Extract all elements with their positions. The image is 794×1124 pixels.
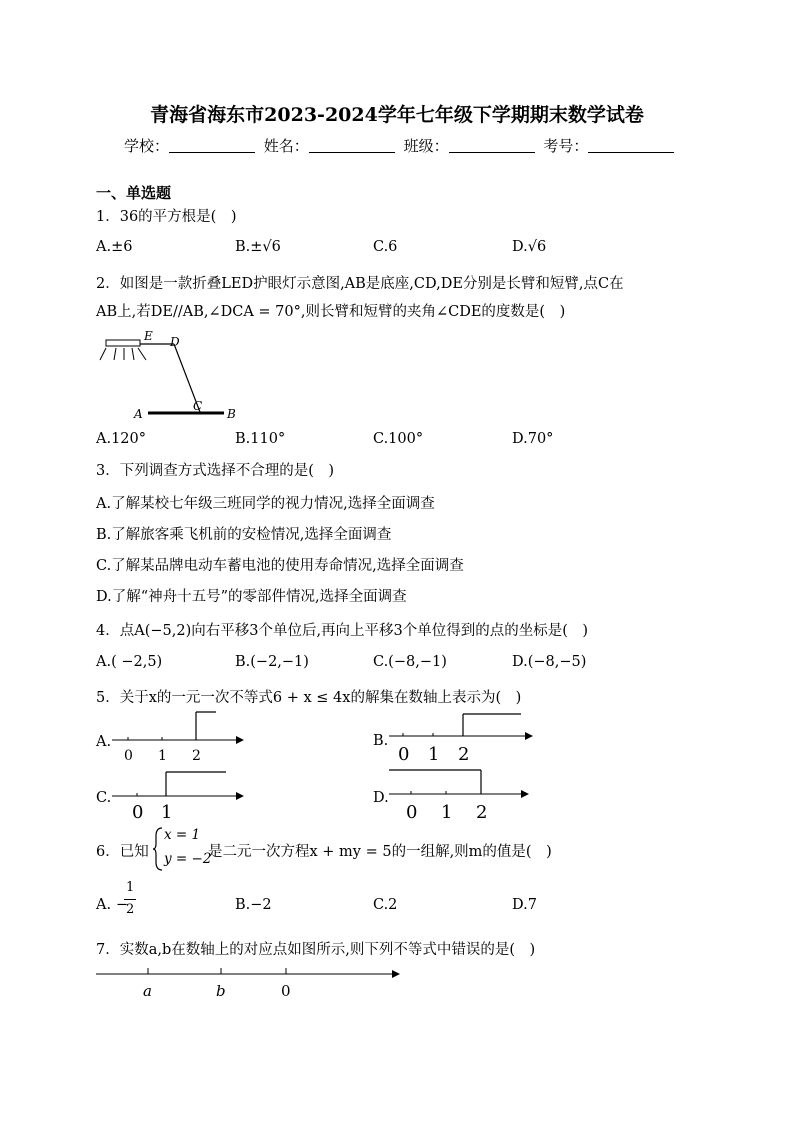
- q6-option-a-denominator: 2: [126, 902, 135, 917]
- q6-option-d: D.7: [512, 897, 537, 913]
- name-blank[interactable]: [309, 138, 395, 153]
- system-equation-2: y = −2: [164, 851, 212, 867]
- question-2-stem-line1: 2．如图是一款折叠LED护眼灯示意图,AB是底座,CD,DE分别是长臂和短臂,点C在: [96, 276, 624, 292]
- name-label: 姓名：: [263, 137, 309, 155]
- number-label: 考号：: [543, 137, 589, 155]
- q5-option-a-letter: A.: [96, 734, 112, 750]
- lamp-head: [106, 340, 140, 346]
- question-7-stem: 7．实数a,b在数轴上的对应点如图所示,则下列不等式中错误的是( ): [96, 942, 536, 958]
- school-blank[interactable]: [169, 138, 255, 153]
- q4-option-b: B.(−2,−1): [235, 654, 309, 670]
- label-b: B: [227, 407, 236, 421]
- axis-arrow: [525, 732, 533, 740]
- label-a: A: [134, 407, 143, 421]
- tick-label: 2: [458, 744, 470, 765]
- section-heading: 一、单选题: [96, 184, 172, 202]
- class-blank[interactable]: [449, 138, 535, 153]
- q5-number-line-a: [110, 708, 250, 768]
- system-equation-1: x = 1: [164, 827, 201, 843]
- student-info-line: [124, 135, 678, 156]
- tick-label: 1: [161, 802, 173, 823]
- q2-option-c: C.100°: [373, 431, 424, 447]
- tick-label: 0: [124, 748, 133, 764]
- q1-option-c: C.6: [373, 239, 398, 255]
- q2-option-a: A.120°: [96, 431, 147, 447]
- tick-label: 0: [406, 802, 418, 823]
- class-label: 班级：: [403, 137, 449, 155]
- q5-number-line-b: [387, 708, 537, 768]
- label-d: D: [170, 335, 180, 349]
- tick-label: 2: [476, 802, 488, 823]
- tick-label: 0: [398, 744, 410, 765]
- q3-option-d: D.了解“神舟十五号”的零部件情况,选择全面调查: [96, 589, 407, 605]
- q6-option-a-letter: A.: [96, 897, 112, 913]
- q5-option-b-letter: B.: [373, 733, 389, 749]
- q2-lamp-figure: [94, 328, 254, 424]
- q1-option-a: A.±6: [96, 239, 133, 255]
- question-4-stem: 4．点A(−5,2)向右平移3个单位后,再向上平移3个单位得到的点的坐标是( ): [96, 623, 589, 639]
- label-b: b: [216, 982, 226, 1000]
- q5-option-c-letter: C.: [96, 790, 112, 806]
- q2-option-b: B.110°: [235, 431, 286, 447]
- q1-option-b: B.±√6: [235, 239, 281, 255]
- q4-option-a: A.( −2,5): [96, 654, 163, 670]
- tick-label: 2: [192, 748, 201, 764]
- q1-option-d: D.√6: [512, 239, 547, 255]
- label-e: E: [144, 329, 153, 343]
- label-a: a: [143, 982, 152, 1000]
- q5-number-line-c: [110, 764, 250, 824]
- q6-option-b: B.−2: [235, 897, 272, 913]
- light-ray: [114, 348, 116, 360]
- q6-option-a-numerator: 1: [126, 880, 135, 895]
- question-2-stem-line2: AB上,若DE//AB,∠DCA = 70°,则长臂和短臂的夹角∠CDE的度数是( ): [96, 304, 566, 320]
- q3-option-a: A.了解某校七年级三班同学的视力情况,选择全面调查: [96, 496, 435, 512]
- axis-arrow: [236, 736, 244, 744]
- q2-option-d: D.70°: [512, 431, 554, 447]
- question-6-stem-prefix: 6．已知: [96, 844, 149, 860]
- q5-option-d-letter: D.: [373, 790, 389, 806]
- axis-arrow: [392, 970, 400, 978]
- q6-option-c: C.2: [373, 897, 398, 913]
- fraction-bar: [124, 899, 136, 900]
- school-label: 学校：: [124, 137, 170, 155]
- question-1-stem: 1．36的平方根是( ): [96, 209, 237, 225]
- axis-arrow: [521, 790, 529, 798]
- axis-arrow: [236, 792, 244, 800]
- system-brace: [152, 826, 164, 872]
- question-3-stem: 3．下列调查方式选择不合理的是( ): [96, 463, 335, 479]
- tick-label: 1: [428, 744, 440, 765]
- tick-label: 1: [158, 748, 167, 764]
- question-5-stem: 5．关于x的一元一次不等式6 + x ≤ 4x的解集在数轴上表示为( ): [96, 690, 522, 706]
- tick-label: 0: [132, 802, 144, 823]
- page-title: 青海省海东市2023-2024学年七年级下学期期末数学试卷: [150, 104, 644, 126]
- q5-number-line-d: [387, 764, 537, 824]
- light-ray: [132, 348, 134, 360]
- q4-option-d: D.(−8,−5): [512, 654, 587, 670]
- light-ray: [138, 348, 146, 360]
- q3-option-c: C.了解某品牌电动车蓄电池的使用寿命情况,选择全面调查: [96, 558, 464, 574]
- question-6-stem-suffix: 是二元一次方程x + my = 5的一组解,则m的值是( ): [208, 844, 552, 860]
- q6-option-a-sign: −: [116, 897, 129, 913]
- tick-label: 1: [441, 802, 453, 823]
- q7-number-line: [94, 962, 406, 1004]
- label-zero: 0: [281, 982, 291, 1000]
- q4-option-c: C.(−8,−1): [373, 654, 447, 670]
- label-c: C: [193, 399, 203, 413]
- number-blank[interactable]: [588, 138, 674, 153]
- light-ray: [100, 348, 106, 360]
- q3-option-b: B.了解旅客乘飞机前的安检情况,选择全面调查: [96, 527, 392, 543]
